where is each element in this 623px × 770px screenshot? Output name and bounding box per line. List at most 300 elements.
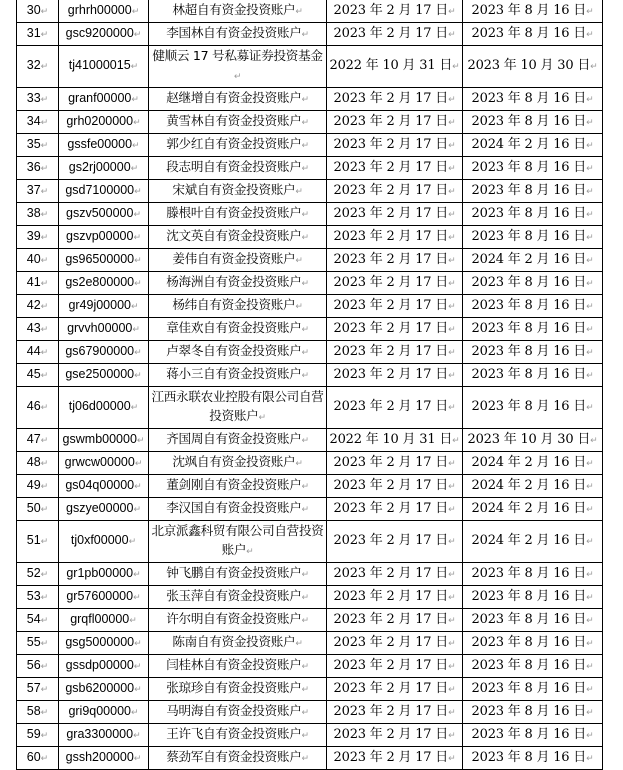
- paragraph-mark-icon: ↵: [40, 435, 49, 446]
- paragraph-mark-icon: ↵: [301, 731, 309, 741]
- paragraph-mark-icon: ↵: [133, 753, 142, 764]
- table-row: [17, 23, 603, 46]
- account-name: [149, 318, 327, 341]
- paragraph-mark-icon: ↵: [586, 481, 594, 492]
- table-row: [17, 747, 603, 770]
- paragraph-mark-icon: ↵: [590, 62, 598, 72]
- paragraph-mark-icon: ↵: [301, 593, 309, 603]
- paragraph-mark-icon: ↵: [40, 458, 49, 469]
- end-date: [463, 203, 603, 226]
- start-date-text: 2023 年 2 月 17 日: [333, 726, 449, 742]
- end-date-text: 2024 年 2 月 16 日: [471, 500, 587, 516]
- account-code: [59, 429, 149, 452]
- account-code-text: grhrh00000: [67, 2, 132, 17]
- end-date-text: 2023 年 8 月 16 日: [471, 343, 587, 359]
- start-date: [327, 364, 463, 387]
- account-name-text: 江西永联农业控股有限公司自营投资账户: [151, 389, 324, 423]
- start-date: [327, 655, 463, 678]
- start-date: [327, 134, 463, 157]
- paragraph-mark-icon: ↵: [258, 413, 266, 423]
- paragraph-mark-icon: ↵: [448, 347, 456, 358]
- row-number-text: 43: [26, 320, 41, 335]
- row-number-text: 38: [26, 205, 41, 220]
- row-number-text: 56: [26, 657, 41, 672]
- account-table-body: [17, 0, 603, 770]
- paragraph-mark-icon: ↵: [448, 537, 456, 547]
- end-date: [463, 563, 603, 586]
- paragraph-mark-icon: ↵: [40, 753, 49, 764]
- account-name-text: 董剑刚自有资金投资账户: [166, 477, 302, 492]
- end-date-text: 2024 年 2 月 16 日: [471, 533, 587, 548]
- paragraph-mark-icon: ↵: [448, 592, 456, 603]
- row-number-text: 45: [26, 366, 41, 381]
- start-date-text: 2023 年 2 月 17 日: [333, 274, 449, 290]
- paragraph-mark-icon: ↵: [448, 117, 456, 128]
- account-name: [149, 609, 327, 632]
- account-code-text: tj06d00000: [68, 399, 131, 413]
- account-name: [149, 498, 327, 521]
- account-name-text: 钟飞鹏自有资金投资账户: [166, 565, 302, 580]
- start-date: [327, 203, 463, 226]
- account-name-text: 马明海自有资金投资账户: [166, 703, 302, 718]
- account-code-text: grh0200000: [66, 113, 134, 128]
- paragraph-mark-icon: ↵: [586, 753, 594, 764]
- row-number: [17, 226, 59, 249]
- account-name-text: 郭少红自有资金投资账户: [166, 136, 302, 151]
- end-date-text: 2023 年 8 月 16 日: [471, 366, 587, 382]
- row-number-text: 47: [26, 431, 41, 446]
- row-number: [17, 318, 59, 341]
- row-number-text: 52: [26, 565, 41, 580]
- paragraph-mark-icon: ↵: [448, 370, 456, 381]
- account-code-text: gr49j00000: [68, 297, 131, 312]
- account-name: [149, 364, 327, 387]
- end-date-text: 2024 年 2 月 16 日: [471, 136, 587, 152]
- account-name: [149, 46, 327, 88]
- end-date: [463, 655, 603, 678]
- end-date-text: 2023 年 8 月 16 日: [471, 113, 587, 129]
- account-code: [59, 701, 149, 724]
- paragraph-mark-icon: ↵: [295, 459, 303, 469]
- account-code: [59, 521, 149, 563]
- end-date-text: 2023 年 8 月 16 日: [471, 320, 587, 336]
- start-date-text: 2023 年 2 月 17 日: [333, 454, 449, 470]
- paragraph-mark-icon: ↵: [448, 324, 456, 335]
- paragraph-mark-icon: ↵: [301, 279, 309, 289]
- account-name-text: 沈飒自有资金投资账户: [172, 454, 296, 469]
- paragraph-mark-icon: ↵: [301, 30, 309, 40]
- row-number-text: 32: [26, 58, 41, 72]
- paragraph-mark-icon: ↵: [40, 730, 49, 741]
- row-number: [17, 0, 59, 23]
- paragraph-mark-icon: ↵: [301, 210, 309, 220]
- row-number: [17, 387, 59, 429]
- end-date-text: 2023 年 8 月 16 日: [471, 297, 587, 313]
- start-date-text: 2023 年 2 月 17 日: [333, 477, 449, 493]
- paragraph-mark-icon: ↵: [40, 592, 49, 603]
- paragraph-mark-icon: ↵: [40, 638, 49, 649]
- row-number: [17, 341, 59, 364]
- account-code-text: gse2500000: [65, 366, 135, 381]
- end-date-text: 2023 年 8 月 16 日: [471, 399, 587, 414]
- paragraph-mark-icon: ↵: [301, 662, 309, 672]
- account-code: [59, 134, 149, 157]
- row-number: [17, 157, 59, 180]
- start-date-text: 2023 年 2 月 17 日: [333, 703, 449, 719]
- paragraph-mark-icon: ↵: [301, 348, 309, 358]
- account-name-text: 北京派鑫科贸有限公司自营投资账户: [151, 523, 324, 557]
- table-row: [17, 295, 603, 318]
- paragraph-mark-icon: ↵: [448, 301, 456, 312]
- account-name: [149, 0, 327, 23]
- start-date-text: 2023 年 2 月 17 日: [333, 588, 449, 604]
- row-number-text: 51: [26, 533, 41, 547]
- row-number: [17, 563, 59, 586]
- account-name: [149, 429, 327, 452]
- paragraph-mark-icon: ↵: [448, 707, 456, 718]
- account-name: [149, 157, 327, 180]
- account-name-text: 宋斌自有资金投资账户: [172, 182, 296, 197]
- account-code: [59, 88, 149, 111]
- row-number-text: 54: [26, 611, 41, 626]
- start-date: [327, 157, 463, 180]
- paragraph-mark-icon: ↵: [586, 347, 594, 358]
- end-date-text: 2023 年 8 月 16 日: [471, 159, 587, 175]
- paragraph-mark-icon: ↵: [448, 278, 456, 289]
- account-code-text: gri9q00000: [68, 703, 131, 718]
- row-number-text: 49: [26, 477, 41, 492]
- paragraph-mark-icon: ↵: [586, 301, 594, 312]
- paragraph-mark-icon: ↵: [40, 684, 49, 695]
- paragraph-mark-icon: ↵: [301, 708, 309, 718]
- end-date: [463, 632, 603, 655]
- account-code: [59, 609, 149, 632]
- account-code: [59, 632, 149, 655]
- account-name-text: 陈南自有资金投资账户: [172, 634, 296, 649]
- paragraph-mark-icon: ↵: [40, 255, 49, 266]
- paragraph-mark-icon: ↵: [586, 209, 594, 220]
- end-date: [463, 23, 603, 46]
- account-code: [59, 475, 149, 498]
- account-name: [149, 563, 327, 586]
- table-row: [17, 341, 603, 364]
- paragraph-mark-icon: ↵: [586, 458, 594, 469]
- table-row: [17, 111, 603, 134]
- paragraph-mark-icon: ↵: [448, 403, 456, 413]
- account-code-text: gssh200000: [65, 749, 134, 764]
- start-date: [327, 521, 463, 563]
- table-row: [17, 387, 603, 429]
- start-date: [327, 318, 463, 341]
- row-number: [17, 655, 59, 678]
- account-code: [59, 226, 149, 249]
- row-number: [17, 180, 59, 203]
- end-date: [463, 249, 603, 272]
- row-number: [17, 586, 59, 609]
- paragraph-mark-icon: ↵: [40, 62, 49, 72]
- start-date-text: 2023 年 2 月 17 日: [333, 90, 449, 106]
- start-date-text: 2023 年 2 月 17 日: [333, 25, 449, 41]
- end-date: [463, 180, 603, 203]
- start-date-text: 2023 年 2 月 17 日: [333, 680, 449, 696]
- account-name: [149, 111, 327, 134]
- end-date: [463, 111, 603, 134]
- paragraph-mark-icon: ↵: [40, 140, 49, 151]
- row-number-text: 60: [26, 749, 41, 764]
- end-date: [463, 387, 603, 429]
- end-date: [463, 318, 603, 341]
- account-name-text: 沈文英自有资金投资账户: [166, 228, 302, 243]
- paragraph-mark-icon: ↵: [133, 730, 141, 741]
- paragraph-mark-icon: ↵: [133, 29, 142, 40]
- end-date: [463, 134, 603, 157]
- paragraph-mark-icon: ↵: [40, 163, 49, 174]
- row-number-text: 44: [26, 343, 41, 358]
- account-code: [59, 111, 149, 134]
- account-name: [149, 387, 327, 429]
- paragraph-mark-icon: ↵: [301, 505, 309, 515]
- account-code: [59, 46, 149, 88]
- start-date-text: 2023 年 2 月 17 日: [333, 228, 449, 244]
- paragraph-mark-icon: ↵: [40, 301, 49, 312]
- start-date-text: 2022 年 10 月 31 日: [329, 431, 453, 447]
- account-code-text: grvvh00000: [67, 320, 133, 335]
- paragraph-mark-icon: ↵: [40, 209, 49, 220]
- start-date-text: 2023 年 2 月 17 日: [333, 657, 449, 673]
- row-number: [17, 23, 59, 46]
- account-code: [59, 0, 149, 23]
- paragraph-mark-icon: ↵: [133, 504, 141, 515]
- table-row: [17, 678, 603, 701]
- row-number: [17, 203, 59, 226]
- account-name: [149, 632, 327, 655]
- paragraph-mark-icon: ↵: [40, 347, 49, 358]
- account-code: [59, 452, 149, 475]
- end-date-text: 2023 年 8 月 16 日: [471, 25, 587, 41]
- paragraph-mark-icon: ↵: [586, 569, 594, 580]
- paragraph-mark-icon: ↵: [448, 753, 456, 764]
- paragraph-mark-icon: ↵: [586, 661, 594, 672]
- table-row: [17, 88, 603, 111]
- start-date-text: 2023 年 2 月 17 日: [333, 297, 449, 313]
- paragraph-mark-icon: ↵: [134, 458, 143, 469]
- account-code-text: grwcw00000: [64, 454, 135, 469]
- account-code: [59, 678, 149, 701]
- paragraph-mark-icon: ↵: [134, 186, 142, 197]
- start-date-text: 2022 年 10 月 31 日: [329, 58, 453, 73]
- paragraph-mark-icon: ↵: [586, 370, 594, 381]
- table-row: [17, 249, 603, 272]
- account-code-text: gs04q00000: [65, 477, 135, 492]
- account-code: [59, 203, 149, 226]
- paragraph-mark-icon: ↵: [301, 616, 309, 626]
- row-number-text: 59: [26, 726, 41, 741]
- start-date-text: 2023 年 2 月 17 日: [333, 251, 449, 267]
- account-code: [59, 249, 149, 272]
- row-number: [17, 46, 59, 88]
- paragraph-mark-icon: ↵: [448, 209, 456, 220]
- table-row: [17, 0, 603, 23]
- paragraph-mark-icon: ↵: [586, 730, 594, 741]
- paragraph-mark-icon: ↵: [134, 684, 142, 695]
- start-date-text: 2023 年 2 月 17 日: [333, 113, 449, 129]
- end-date-text: 2023 年 8 月 16 日: [471, 657, 587, 673]
- paragraph-mark-icon: ↵: [134, 638, 142, 649]
- paragraph-mark-icon: ↵: [134, 370, 142, 381]
- end-date: [463, 609, 603, 632]
- paragraph-mark-icon: ↵: [40, 370, 49, 381]
- paragraph-mark-icon: ↵: [586, 504, 594, 515]
- start-date-text: 2023 年 2 月 17 日: [333, 205, 449, 221]
- paragraph-mark-icon: ↵: [301, 325, 309, 335]
- account-code-text: tj0xf00000: [70, 533, 129, 547]
- paragraph-mark-icon: ↵: [586, 707, 594, 718]
- paragraph-mark-icon: ↵: [301, 754, 309, 764]
- end-date-text: 2023 年 8 月 16 日: [471, 205, 587, 221]
- paragraph-mark-icon: ↵: [448, 661, 456, 672]
- paragraph-mark-icon: ↵: [40, 324, 49, 335]
- account-name: [149, 203, 327, 226]
- paragraph-mark-icon: ↵: [586, 615, 594, 626]
- start-date-text: 2023 年 2 月 17 日: [333, 399, 449, 414]
- paragraph-mark-icon: ↵: [586, 537, 594, 547]
- start-date: [327, 111, 463, 134]
- start-date: [327, 249, 463, 272]
- table-row: [17, 157, 603, 180]
- end-date-text: 2023 年 8 月 16 日: [471, 634, 587, 650]
- paragraph-mark-icon: ↵: [586, 29, 594, 40]
- paragraph-mark-icon: ↵: [133, 209, 141, 220]
- row-number: [17, 429, 59, 452]
- end-date-text: 2024 年 2 月 16 日: [471, 477, 587, 493]
- paragraph-mark-icon: ↵: [131, 94, 139, 105]
- paragraph-mark-icon: ↵: [130, 403, 139, 413]
- end-date: [463, 157, 603, 180]
- paragraph-mark-icon: ↵: [132, 140, 140, 151]
- start-date: [327, 0, 463, 23]
- paragraph-mark-icon: ↵: [448, 504, 456, 515]
- account-code-text: gs2rj00000: [68, 159, 131, 174]
- row-number-text: 33: [26, 90, 41, 105]
- account-name: [149, 747, 327, 770]
- table-row: [17, 203, 603, 226]
- start-date: [327, 226, 463, 249]
- row-number: [17, 475, 59, 498]
- end-date: [463, 586, 603, 609]
- table-row: [17, 134, 603, 157]
- paragraph-mark-icon: ↵: [40, 403, 49, 413]
- account-code: [59, 498, 149, 521]
- start-date-text: 2023 年 2 月 17 日: [333, 533, 449, 548]
- account-name-text: 赵继增自有资金投资账户: [166, 90, 302, 105]
- row-number: [17, 701, 59, 724]
- account-name-text: 健顺云 17 号私募证券投资基金: [152, 48, 323, 63]
- row-number-text: 41: [26, 274, 41, 289]
- paragraph-mark-icon: ↵: [40, 232, 49, 243]
- account-name-text: 杨海洲自有资金投资账户: [166, 274, 302, 289]
- start-date: [327, 747, 463, 770]
- account-name-text: 段志明自有资金投资账户: [166, 159, 302, 174]
- account-code-text: gs96500000: [65, 251, 135, 266]
- paragraph-mark-icon: ↵: [131, 6, 140, 17]
- paragraph-mark-icon: ↵: [448, 29, 456, 40]
- row-number: [17, 609, 59, 632]
- account-name: [149, 249, 327, 272]
- account-code: [59, 272, 149, 295]
- start-date: [327, 678, 463, 701]
- start-date: [327, 88, 463, 111]
- row-number-text: 37: [26, 182, 41, 197]
- paragraph-mark-icon: ↵: [295, 302, 303, 312]
- paragraph-mark-icon: ↵: [586, 638, 594, 649]
- paragraph-mark-icon: ↵: [295, 7, 303, 17]
- table-row: [17, 226, 603, 249]
- paragraph-mark-icon: ↵: [40, 6, 49, 17]
- account-name-text: 黄雪林自有资金投资账户: [166, 113, 302, 128]
- start-date: [327, 46, 463, 88]
- row-number: [17, 364, 59, 387]
- account-name: [149, 226, 327, 249]
- account-name: [149, 475, 327, 498]
- end-date: [463, 498, 603, 521]
- start-date: [327, 23, 463, 46]
- paragraph-mark-icon: ↵: [448, 140, 456, 151]
- paragraph-mark-icon: ↵: [40, 504, 49, 515]
- account-code-text: gs67900000: [65, 343, 135, 358]
- table-row: [17, 701, 603, 724]
- account-name: [149, 586, 327, 609]
- table-row: [17, 655, 603, 678]
- row-number: [17, 747, 59, 770]
- account-name-text: 李国林自有资金投资账户: [166, 25, 302, 40]
- paragraph-mark-icon: ↵: [132, 324, 140, 335]
- account-code-text: gsd7100000: [65, 182, 135, 197]
- paragraph-mark-icon: ↵: [295, 639, 303, 649]
- account-code-text: gswmb00000: [62, 431, 137, 446]
- end-date: [463, 747, 603, 770]
- account-name-text: 蔡劲军自有资金投资账户: [166, 749, 302, 764]
- table-row: [17, 318, 603, 341]
- account-table: [16, 0, 603, 770]
- start-date: [327, 586, 463, 609]
- end-date-text: 2024 年 2 月 16 日: [471, 251, 587, 267]
- account-name-text: 闫桂林自有资金投资账户: [166, 657, 302, 672]
- paragraph-mark-icon: ↵: [136, 435, 145, 446]
- paragraph-mark-icon: ↵: [301, 371, 309, 381]
- account-code-text: gr1pb00000: [66, 565, 134, 580]
- account-name-text: 杨纬自有资金投资账户: [172, 297, 296, 312]
- end-date-text: 2023 年 8 月 16 日: [471, 90, 587, 106]
- start-date: [327, 387, 463, 429]
- end-date: [463, 295, 603, 318]
- table-row: [17, 521, 603, 563]
- row-number: [17, 678, 59, 701]
- account-name: [149, 701, 327, 724]
- end-date-text: 2024 年 2 月 16 日: [471, 454, 587, 470]
- account-name: [149, 134, 327, 157]
- account-code-text: gra3300000: [66, 726, 134, 741]
- start-date-text: 2023 年 2 月 17 日: [333, 2, 449, 18]
- paragraph-mark-icon: ↵: [40, 278, 49, 289]
- paragraph-mark-icon: ↵: [301, 141, 309, 151]
- row-number: [17, 498, 59, 521]
- paragraph-mark-icon: ↵: [301, 436, 309, 446]
- end-date-text: 2023 年 8 月 16 日: [471, 2, 587, 18]
- start-date-text: 2023 年 2 月 17 日: [333, 500, 449, 516]
- account-code: [59, 586, 149, 609]
- paragraph-mark-icon: ↵: [448, 638, 456, 649]
- table-row: [17, 609, 603, 632]
